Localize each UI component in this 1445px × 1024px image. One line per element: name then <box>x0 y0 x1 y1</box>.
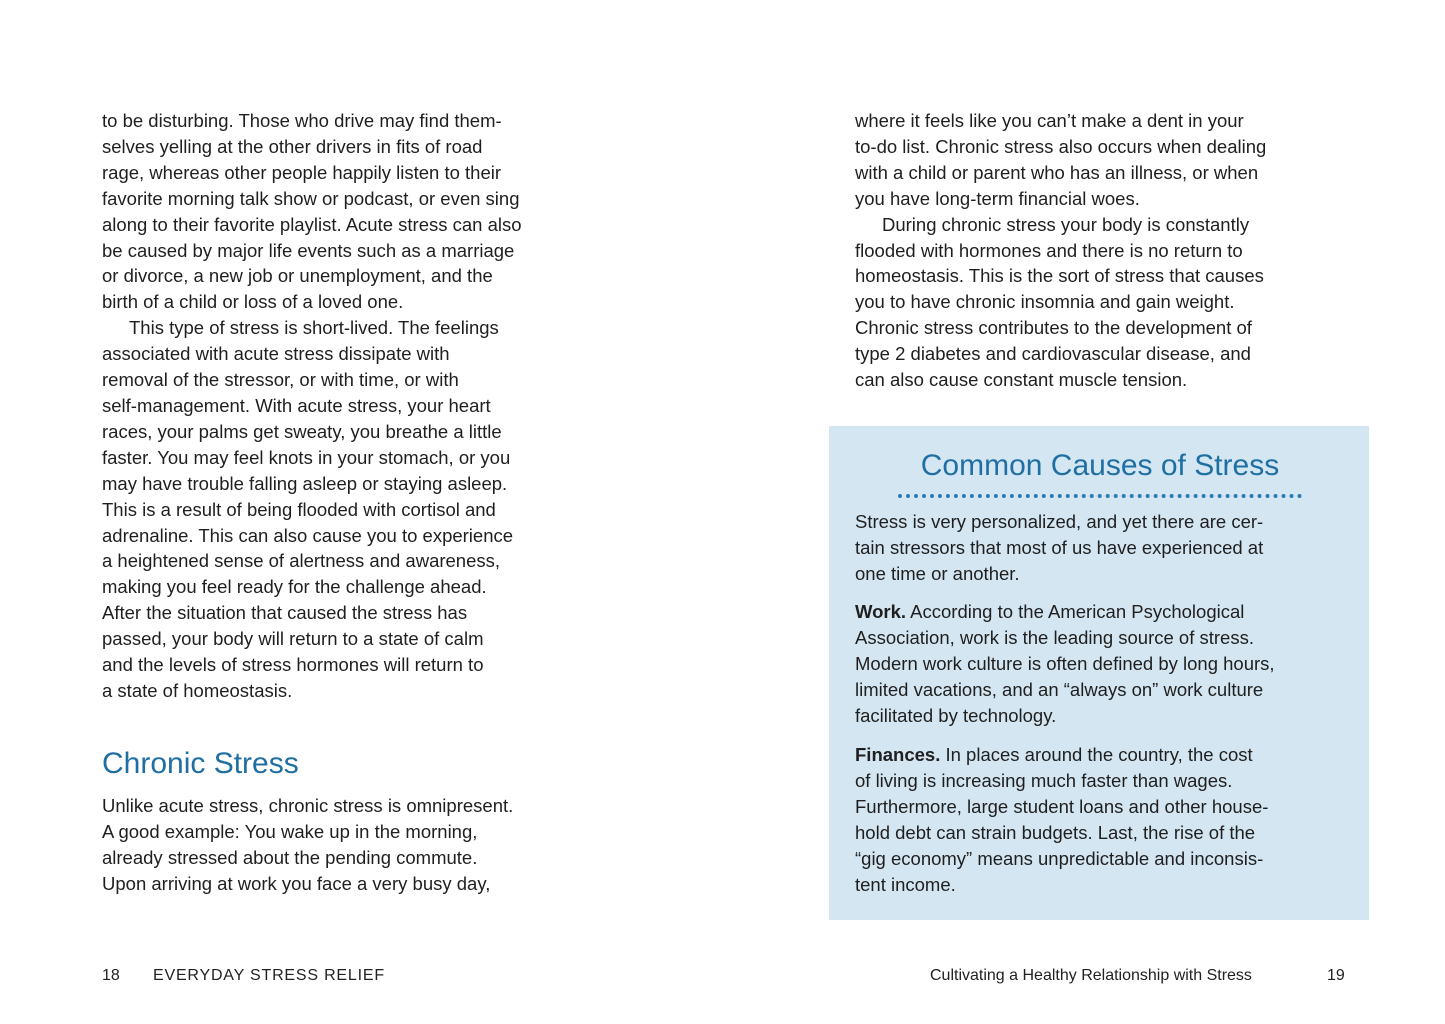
text-line: adrenaline. This can also cause you to experience <box>102 524 514 546</box>
text-line: Upon arriving at work you face a very busy day, <box>102 872 491 894</box>
text-line: Association, work is the leading source of stress. <box>855 626 1254 648</box>
text-line: to-do list. Chronic stress also occurs when dealing <box>855 135 1267 157</box>
text-line: selves yelling at the other drivers in fits of road <box>102 135 483 157</box>
text-line <box>855 599 1355 625</box>
text-line: with a child or parent who has an illness, or when <box>855 161 1259 183</box>
text-line: type 2 diabetes and cardiovascular disease, and <box>855 343 1251 365</box>
text-line: to be disturbing. Those who drive may find them- <box>102 110 502 131</box>
sidebar-common-causes <box>829 426 1369 920</box>
text-line: facilitated by technology. <box>855 704 1057 726</box>
text-line: “gig economy” means unpredictable and inconsis- <box>855 847 1264 869</box>
text-line: where it feels like you can’t make a dent in your <box>855 110 1244 131</box>
text-line: limited vacations, and an “always on” work culture <box>855 678 1264 700</box>
text-line: self-management. With acute stress, your heart <box>102 394 491 416</box>
text-line: already stressed about the pending commute. <box>102 846 478 868</box>
text-line: a heightened sense of alertness and awareness, <box>102 550 501 572</box>
text-line: races, your palms get sweaty, you breathe a little <box>102 420 502 442</box>
text-line: tent income. <box>855 873 956 895</box>
text-run: According to the American Psychological <box>906 601 1245 622</box>
text-line: a state of homeostasis. <box>102 679 293 701</box>
text-line: tain stressors that most of us have experienced at <box>855 536 1264 558</box>
chronic-stress-text <box>102 793 602 897</box>
text-line: This is a result of being flooded with cortisol and <box>102 498 496 520</box>
running-title-left: EVERYDAY STRESS RELIEF <box>153 967 385 984</box>
text-line: or divorce, a new job or unemployment, and the <box>102 265 493 287</box>
sidebar-heading: Common Causes of Stress <box>920 449 1280 482</box>
work-label: Work. <box>855 601 907 622</box>
sidebar-work <box>855 599 1355 729</box>
text-line <box>855 742 1355 768</box>
text-line: along to their favorite playlist. Acute stress can also <box>102 213 522 235</box>
text-line: of living is increasing much faster than wages. <box>855 769 1233 791</box>
right-page <box>722 0 1445 1024</box>
text-line: homeostasis. This is the sort of stress that causes <box>855 265 1264 287</box>
text-line: you to have chronic insomnia and gain weight. <box>855 291 1235 313</box>
text-line: During chronic stress your body is constantly <box>882 213 1250 235</box>
text-line: rage, whereas other people happily listen to their <box>102 161 502 183</box>
text-line: associated with acute stress dissipate with <box>102 343 450 365</box>
section-heading-chronic-stress: Chronic Stress <box>102 747 299 780</box>
text-line: A good example: You wake up in the morning, <box>102 820 478 842</box>
text-line: removal of the stressor, or with time, or with <box>102 369 459 391</box>
running-title-right: Cultivating a Healthy Relationship with Stress <box>930 967 1252 984</box>
text-line: faster. You may feel knots in your stomach, or you <box>102 446 511 468</box>
text-run: In places around the country, the cost <box>940 744 1253 765</box>
text-line: can also cause constant muscle tension. <box>855 369 1188 391</box>
text-line: be caused by major life events such as a marriage <box>102 239 515 261</box>
right-body-text <box>855 108 1355 393</box>
left-page <box>0 0 722 1024</box>
text-line: flooded with hormones and there is no return to <box>855 239 1243 261</box>
text-line: birth of a child or loss of a loved one. <box>102 291 404 313</box>
sidebar-intro <box>855 509 1355 587</box>
left-body-text <box>102 108 602 704</box>
dotted-divider <box>898 494 1302 498</box>
page-number-right: 19 <box>1327 967 1345 984</box>
text-line: Chronic stress contributes to the development of <box>855 317 1252 339</box>
text-line: hold debt can strain budgets. Last, the rise of the <box>855 821 1256 843</box>
text-line: passed, your body will return to a state of calm <box>102 628 484 650</box>
page-number-left: 18 <box>102 967 120 984</box>
text-line: Unlike acute stress, chronic stress is omnipresent. <box>102 795 514 816</box>
text-line: After the situation that caused the stress has <box>102 602 468 624</box>
text-line: This type of stress is short-lived. The feelings <box>129 317 499 339</box>
text-line: making you feel ready for the challenge ahead. <box>102 576 487 598</box>
text-line: Furthermore, large student loans and other house- <box>855 795 1269 817</box>
sidebar-finances <box>855 742 1355 897</box>
finances-label: Finances. <box>855 744 941 765</box>
text-line: and the levels of stress hormones will return to <box>102 654 484 676</box>
text-line: you have long-term financial woes. <box>855 187 1140 209</box>
text-line: Modern work culture is often defined by long hours, <box>855 652 1275 674</box>
text-line: one time or another. <box>855 562 1020 584</box>
text-line: favorite morning talk show or podcast, or even sing <box>102 187 520 209</box>
text-line: may have trouble falling asleep or staying asleep. <box>102 472 508 494</box>
text-line: Stress is very personalized, and yet there are cer- <box>855 511 1264 532</box>
